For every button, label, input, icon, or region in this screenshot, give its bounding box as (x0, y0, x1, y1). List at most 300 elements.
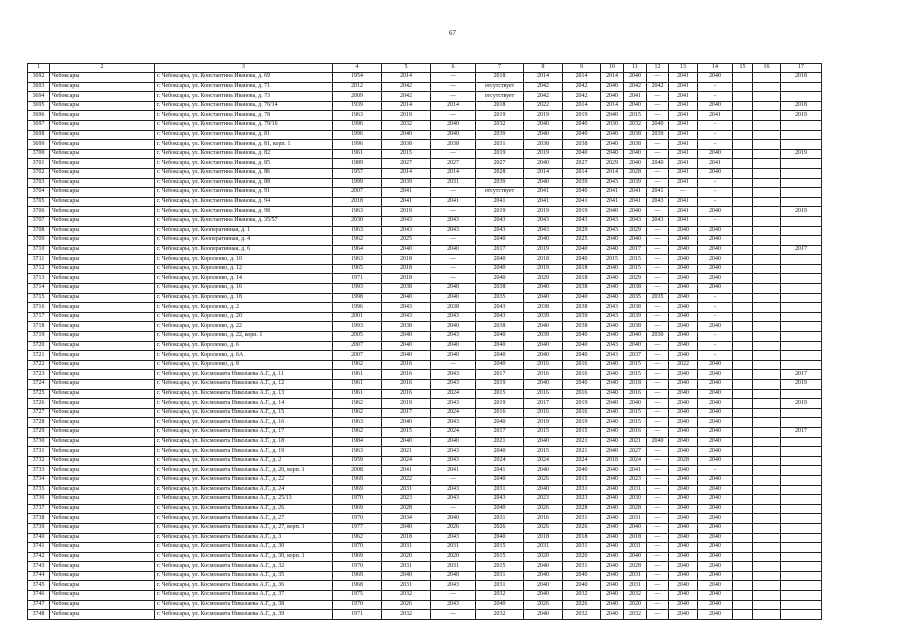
table-cell-col-13: 2040 (669, 236, 698, 246)
table-cell-col-2: Чебоксары (50, 159, 155, 169)
table-cell-col-5: 2040 (382, 523, 431, 533)
table-row (28, 533, 822, 543)
table-cell-col-3: г. Чебоксары, ул. Константина Иванова, д. 69 (155, 73, 333, 83)
table-cell-col-4: 1999 (333, 178, 382, 188)
table-cell-col-3: г. Чебоксары, ул. Космонавта Николаева А.Г., д. 3 (155, 533, 333, 543)
table-cell-col-4: 1969 (333, 552, 382, 562)
table-cell-col-12: — (647, 370, 669, 380)
table-cell-col-16 (753, 389, 781, 399)
table-cell-col-15 (733, 380, 753, 390)
table-cell-col-10: 2040 (601, 514, 624, 524)
table-cell-col-13: 2040 (669, 399, 698, 409)
table-cell-col-10: 2041 (601, 188, 624, 198)
table-row (28, 389, 822, 399)
table-cell-col-16 (753, 533, 781, 543)
table-cell-col-15 (733, 370, 753, 380)
table-cell-col-9: 2014 (563, 73, 601, 83)
table-cell-col-6: 2040 (431, 293, 476, 303)
table-cell-col-1: 3704 (28, 188, 50, 198)
table-cell-col-15 (733, 447, 753, 457)
table-cell-col-15 (733, 236, 753, 246)
table-row (28, 466, 822, 476)
table-cell-col-4: 1962 (333, 236, 382, 246)
table-cell-col-1: 3744 (28, 571, 50, 581)
table-cell-col-15 (733, 514, 753, 524)
table-cell-col-14: 2040 (698, 562, 733, 572)
table-cell-col-14: 2040 (698, 360, 733, 370)
table-cell-col-13: 2040 (669, 495, 698, 505)
table-cell-col-8: 2014 (524, 73, 563, 83)
table-cell-col-16 (753, 456, 781, 466)
table-cell-col-17 (781, 274, 822, 284)
table-cell-col-11: 2039 (624, 312, 647, 322)
table-cell-col-9: 2016 (563, 360, 601, 370)
table-cell-col-3: г. Чебоксары, ул. Космонавта Николаева А.Г., д. 12 (155, 380, 333, 390)
table-cell-col-3: г. Чебоксары, ул. Космонавта Николаева А.Г., д. 38 (155, 600, 333, 610)
table-cell-col-7: 2017 (476, 427, 524, 437)
table-cell-col-3: г. Чебоксары, ул. Константина Иванова, д. 73 (155, 92, 333, 102)
table-cell-col-10: 2043 (601, 351, 624, 361)
table-cell-col-7: 2035 (476, 293, 524, 303)
table-cell-col-13: 2040 (669, 245, 698, 255)
table-cell-col-1: 3705 (28, 197, 50, 207)
table-cell-col-1: 3694 (28, 92, 50, 102)
table-cell-col-11: 2018 (624, 380, 647, 390)
table-cell-col-6: 2043 (431, 332, 476, 342)
table-cell-col-17 (781, 92, 822, 102)
table-cell-col-1: 3729 (28, 427, 50, 437)
table-cell-col-15 (733, 293, 753, 303)
table-cell-col-8: 2040 (524, 159, 563, 169)
table-cell-col-6: 2043 (431, 581, 476, 591)
table-cell-col-4: 2012 (333, 82, 382, 92)
table-cell-col-15 (733, 581, 753, 591)
table-cell-col-3: г. Чебоксары, ул. Константина Иванова, д. 81, корп. 1 (155, 140, 333, 150)
table-cell-col-9: 2021 (563, 447, 601, 457)
table-cell-col-16 (753, 504, 781, 514)
table-cell-col-17 (781, 543, 822, 553)
table-cell-col-6: 2043 (431, 312, 476, 322)
table-row (28, 351, 822, 361)
table-cell-col-12: — (647, 255, 669, 265)
table-row (28, 312, 822, 322)
table-cell-col-13: 2040 (669, 226, 698, 236)
table-cell-col-2: Чебоксары (50, 332, 155, 342)
table-cell-col-10: 2040 (601, 591, 624, 601)
table-cell-col-8: 2016 (524, 370, 563, 380)
table-cell-col-1: 3732 (28, 456, 50, 466)
table-cell-col-9: 2040 (563, 188, 601, 198)
table-cell-col-2: Чебоксары (50, 581, 155, 591)
table-cell-col-2: Чебоксары (50, 418, 155, 428)
table-cell-col-2: Чебоксары (50, 120, 155, 130)
table-cell-col-14: 2040 (698, 485, 733, 495)
table-cell-col-10: 2043 (601, 178, 624, 188)
table-cell-col-3: г. Чебоксары, ул. Космонавта Николаева А.Г., д. 37 (155, 591, 333, 601)
table-row (28, 485, 822, 495)
table-cell-col-8: 2040 (524, 466, 563, 476)
table-cell-col-3: г. Чебоксары, ул. Космонавта Николаева А.Г., д. 18 (155, 437, 333, 447)
table-cell-col-4: 1993 (333, 284, 382, 294)
table-cell-col-7: 2026 (476, 523, 524, 533)
table-cell-col-15 (733, 495, 753, 505)
table-cell-col-16 (753, 312, 781, 322)
table-cell-col-6: — (431, 73, 476, 83)
table-cell-col-1: 3718 (28, 322, 50, 332)
table-cell-col-1: 3740 (28, 533, 50, 543)
table-cell-col-6: 2038 (431, 140, 476, 150)
table-cell-col-13: 2040 (669, 591, 698, 601)
table-cell-col-7: 2043 (476, 216, 524, 226)
table-row (28, 159, 822, 169)
table-cell-col-5: 2041 (382, 197, 431, 207)
table-cell-col-5: 2017 (382, 408, 431, 418)
table-cell-col-6: 2043 (431, 226, 476, 236)
table-cell-col-13: 2040 (669, 255, 698, 265)
table-cell-col-12: — (647, 418, 669, 428)
table-cell-col-17 (781, 466, 822, 476)
table-cell-col-17: 2019 (781, 207, 822, 217)
table-row (28, 408, 822, 418)
table-cell-col-3: г. Чебоксары, ул. Космонавта Николаева А.Г., д. 35 (155, 571, 333, 581)
table-cell-col-9: 2023 (563, 495, 601, 505)
table-cell-col-12: — (647, 284, 669, 294)
table-cell-col-16 (753, 332, 781, 342)
table-cell-col-7: 2018 (476, 73, 524, 83)
table-cell-col-14: 2040 (698, 226, 733, 236)
table-cell-col-16 (753, 475, 781, 485)
table-cell-col-12: — (647, 485, 669, 495)
table-cell-col-13: 2041 (669, 159, 698, 169)
table-cell-col-4: 1961 (333, 389, 382, 399)
table-cell-col-4: 1969 (333, 485, 382, 495)
table-cell-col-2: Чебоксары (50, 514, 155, 524)
table-cell-col-8: 2026 (524, 600, 563, 610)
table-cell-col-12: — (647, 552, 669, 562)
table-cell-col-5: 2038 (382, 140, 431, 150)
table-cell-col-6: — (431, 475, 476, 485)
table-cell-col-7: 2019 (476, 399, 524, 409)
table-cell-col-12: — (647, 101, 669, 111)
table-cell-col-17: 2018 (781, 73, 822, 83)
table-cell-col-1: 3745 (28, 581, 50, 591)
table-cell-col-13: 2041 (669, 140, 698, 150)
table-cell-col-15 (733, 207, 753, 217)
table-cell-col-7: 2039 (476, 130, 524, 140)
table-cell-col-5: 2038 (382, 284, 431, 294)
table-cell-col-16 (753, 466, 781, 476)
table-cell-col-5: 2020 (382, 552, 431, 562)
table-cell-col-13: 2040 (669, 370, 698, 380)
column-header-8: 8 (524, 64, 563, 73)
table-cell-col-2: Чебоксары (50, 523, 155, 533)
table-cell-col-14: 2040 (698, 264, 733, 274)
table-cell-col-11: 2039 (624, 178, 647, 188)
table-cell-col-5: 2040 (382, 341, 431, 351)
table-cell-col-2: Чебоксары (50, 399, 155, 409)
table-cell-col-7: 2040 (476, 351, 524, 361)
table-cell-col-4: 1996 (333, 120, 382, 130)
table-cell-col-2: Чебоксары (50, 130, 155, 140)
table-cell-col-3: г. Чебоксары, ул. Короленко, д. 22 (155, 322, 333, 332)
table-cell-col-6: — (431, 188, 476, 198)
table-cell-col-9: 2041 (563, 197, 601, 207)
table-cell-col-15 (733, 197, 753, 207)
table-cell-col-4: 1989 (333, 159, 382, 169)
table-cell-col-13: 2041 (669, 197, 698, 207)
table-cell-col-6: 2024 (431, 427, 476, 437)
table-cell-col-7: 2031 (476, 485, 524, 495)
table-cell-col-2: Чебоксары (50, 495, 155, 505)
table-cell-col-14: 2040 (698, 284, 733, 294)
table-cell-col-6: — (431, 236, 476, 246)
table-cell-col-14: 2040 (698, 475, 733, 485)
table-cell-col-3: г. Чебоксары, ул. Константина Иванова, д. 81 (155, 130, 333, 140)
table-cell-col-1: 3707 (28, 216, 50, 226)
table-cell-col-3: г. Чебоксары, ул. Константина Иванова, д. 85 (155, 159, 333, 169)
table-cell-col-14: 2040 (698, 274, 733, 284)
table-cell-col-12: — (647, 562, 669, 572)
table-row (28, 264, 822, 274)
table-cell-col-6: 2040 (431, 245, 476, 255)
table-cell-col-11: 2028 (624, 562, 647, 572)
table-cell-col-14: 2040 (698, 418, 733, 428)
table-cell-col-3: г. Чебоксары, ул. Космонавта Николаева А.Г., д. 26 (155, 504, 333, 514)
table-cell-col-12: — (647, 245, 669, 255)
table-cell-col-13: 2040 (669, 581, 698, 591)
table-cell-col-14: - (698, 178, 733, 188)
table-cell-col-7: 2032 (476, 120, 524, 130)
table-row (28, 504, 822, 514)
table-cell-col-16 (753, 274, 781, 284)
table-cell-col-5: 2040 (382, 332, 431, 342)
table-cell-col-11: 2031 (624, 485, 647, 495)
table-cell-col-14: - (698, 82, 733, 92)
table-cell-col-12: — (647, 341, 669, 351)
table-cell-col-13: 2041 (669, 73, 698, 83)
table-cell-col-9: 2024 (563, 456, 601, 466)
table-cell-col-13: 2040 (669, 341, 698, 351)
column-header-2: 2 (50, 64, 155, 73)
table-cell-col-17 (781, 341, 822, 351)
table-cell-col-12: — (647, 149, 669, 159)
table-cell-col-10: 2040 (601, 332, 624, 342)
table-cell-col-13: 2040 (669, 514, 698, 524)
table-cell-col-15 (733, 255, 753, 265)
table-cell-col-1: 3713 (28, 274, 50, 284)
table-cell-col-2: Чебоксары (50, 149, 155, 159)
table-cell-col-1: 3708 (28, 226, 50, 236)
table-cell-col-16 (753, 82, 781, 92)
table-cell-col-8: 2029 (524, 274, 563, 284)
table-cell-col-4: 1963 (333, 207, 382, 217)
table-cell-col-17 (781, 571, 822, 581)
table-cell-col-7: отсутствует (476, 92, 524, 102)
table-cell-col-12: — (647, 504, 669, 514)
table-cell-col-3: г. Чебоксары, ул. Короленко, д. 16 (155, 284, 333, 294)
table-cell-col-1: 3716 (28, 303, 50, 313)
table-cell-col-11: 2031 (624, 543, 647, 553)
table-cell-col-3: г. Чебоксары, ул. Космонавта Николаева А.Г., д. 32 (155, 562, 333, 572)
table-cell-col-7: 2038 (476, 322, 524, 332)
table-cell-col-8: 2039 (524, 332, 563, 342)
table-cell-col-11: 2031 (624, 571, 647, 581)
table-cell-col-10: 2040 (601, 610, 624, 620)
table-cell-col-12: — (647, 523, 669, 533)
table-cell-col-9: 2021 (563, 437, 601, 447)
table-cell-col-8: 2019 (524, 418, 563, 428)
table-cell-col-15 (733, 111, 753, 121)
table-cell-col-4: 1965 (333, 264, 382, 274)
table-cell-col-16 (753, 255, 781, 265)
table-cell-col-17 (781, 332, 822, 342)
table-cell-col-15 (733, 533, 753, 543)
table-cell-col-5: 2031 (382, 543, 431, 553)
table-cell-col-12: — (647, 360, 669, 370)
table-cell-col-14: - (698, 120, 733, 130)
table-row (28, 370, 822, 380)
table-cell-col-7: 2028 (476, 168, 524, 178)
table-row (28, 543, 822, 553)
table-cell-col-8: 2040 (524, 120, 563, 130)
table-cell-col-9: 2040 (563, 571, 601, 581)
table-cell-col-9: 2028 (563, 504, 601, 514)
table-cell-col-13: 2041 (669, 168, 698, 178)
table-cell-col-5: 2018 (382, 274, 431, 284)
table-cell-col-12: — (647, 178, 669, 188)
table-cell-col-17 (781, 284, 822, 294)
table-cell-col-14: 2040 (698, 552, 733, 562)
table-cell-col-5: 2027 (382, 159, 431, 169)
table-cell-col-11: 2041 (624, 466, 647, 476)
table-cell-col-9: 2015 (563, 475, 601, 485)
table-cell-col-13: 2041 (669, 216, 698, 226)
table-cell-col-14: - (698, 188, 733, 198)
table-cell-col-6: — (431, 591, 476, 601)
table-cell-col-1: 3693 (28, 82, 50, 92)
table-cell-col-15 (733, 418, 753, 428)
table-cell-col-14: - (698, 332, 733, 342)
table-cell-col-10: 2040 (601, 533, 624, 543)
table-cell-col-9: 2026 (563, 600, 601, 610)
table-cell-col-11: 2038 (624, 303, 647, 313)
table-cell-col-5: 2043 (382, 216, 431, 226)
table-cell-col-13: 2040 (669, 284, 698, 294)
table-cell-col-4: 1996 (333, 303, 382, 313)
table-cell-col-14: 2040 (698, 610, 733, 620)
table-cell-col-13: 2040 (669, 562, 698, 572)
table-cell-col-2: Чебоксары (50, 168, 155, 178)
table-cell-col-5: 2028 (382, 504, 431, 514)
table-cell-col-10: 2043 (601, 216, 624, 226)
table-cell-col-1: 3733 (28, 466, 50, 476)
table-cell-col-5: 2019 (382, 111, 431, 121)
table-cell-col-14: 2040 (698, 399, 733, 409)
table-cell-col-10: 2014 (601, 101, 624, 111)
column-header-15: 15 (733, 64, 753, 73)
table-cell-col-13: 2040 (669, 274, 698, 284)
table-cell-col-9: 2039 (563, 312, 601, 322)
table-cell-col-15 (733, 322, 753, 332)
table-cell-col-14: - (698, 140, 733, 150)
table-cell-col-6: 2043 (431, 418, 476, 428)
table-cell-col-14: 2040 (698, 389, 733, 399)
table-cell-col-17: 2019 (781, 149, 822, 159)
table-cell-col-2: Чебоксары (50, 284, 155, 294)
table-cell-col-6: 2043 (431, 399, 476, 409)
table-cell-col-1: 3720 (28, 341, 50, 351)
table-cell-col-13: 2040 (669, 389, 698, 399)
table-cell-col-14: - (698, 216, 733, 226)
table-cell-col-2: Чебоксары (50, 600, 155, 610)
table-cell-col-9: 2031 (563, 514, 601, 524)
table-cell-col-14: 2040 (698, 236, 733, 246)
table-cell-col-3: г. Чебоксары, ул. Константина Иванова, д. 71 (155, 82, 333, 92)
table-cell-col-4: 1957 (333, 168, 382, 178)
table-cell-col-1: 3697 (28, 120, 50, 130)
table-cell-col-4: 1998 (333, 293, 382, 303)
table-cell-col-4: 1969 (333, 475, 382, 485)
table-row (28, 495, 822, 505)
table-cell-col-7: 2019 (476, 380, 524, 390)
table-cell-col-6: 2043 (431, 485, 476, 495)
table-cell-col-4: 1961 (333, 149, 382, 159)
table-cell-col-2: Чебоксары (50, 207, 155, 217)
table-cell-col-8: 2026 (524, 504, 563, 514)
table-cell-col-8: 2040 (524, 591, 563, 601)
table-cell-col-7: отсутствует (476, 188, 524, 198)
table-cell-col-15 (733, 389, 753, 399)
table-cell-col-16 (753, 178, 781, 188)
table-cell-col-8: 2038 (524, 303, 563, 313)
table-cell-col-12: 2035 (647, 293, 669, 303)
table-cell-col-12: — (647, 168, 669, 178)
table-cell-col-15 (733, 140, 753, 150)
table-cell-col-1: 3735 (28, 485, 50, 495)
table-cell-col-4: 1963 (333, 447, 382, 457)
table-cell-col-7: 2031 (476, 514, 524, 524)
table-cell-col-17 (781, 168, 822, 178)
table-cell-col-7: 2017 (476, 245, 524, 255)
column-header-17: 17 (781, 64, 822, 73)
table-cell-col-7: 2040 (476, 504, 524, 514)
table-cell-col-10: 2040 (601, 504, 624, 514)
table-cell-col-1: 3723 (28, 370, 50, 380)
table-cell-col-10: 2040 (601, 140, 624, 150)
table-cell-col-14: 2040 (698, 543, 733, 553)
table-cell-col-7: 2043 (476, 495, 524, 505)
table-cell-col-3: г. Чебоксары, ул. Кооперативная, д. 6 (155, 245, 333, 255)
table-row (28, 418, 822, 428)
table-cell-col-8: 2022 (524, 101, 563, 111)
table-cell-col-7: 2031 (476, 571, 524, 581)
table-cell-col-10: 2040 (601, 322, 624, 332)
table-cell-col-1: 3714 (28, 284, 50, 294)
table-cell-col-7: 2043 (476, 303, 524, 313)
table-cell-col-6: 2041 (431, 466, 476, 476)
table-cell-col-3: г. Чебоксары, ул. Космонавта Николаева А.Г., д. 11 (155, 370, 333, 380)
table-cell-col-11: 2040 (624, 207, 647, 217)
table-cell-col-3: г. Чебоксары, ул. Короленко, д. 8 (155, 360, 333, 370)
table-cell-col-13: 2022 (669, 360, 698, 370)
table-cell-col-15 (733, 188, 753, 198)
table-cell-col-10: 2040 (601, 360, 624, 370)
table-cell-col-17: 2019 (781, 111, 822, 121)
table-cell-col-17: 2019 (781, 399, 822, 409)
column-header-13: 13 (669, 64, 698, 73)
table-cell-col-17 (781, 178, 822, 188)
table-cell-col-7: 2024 (476, 456, 524, 466)
